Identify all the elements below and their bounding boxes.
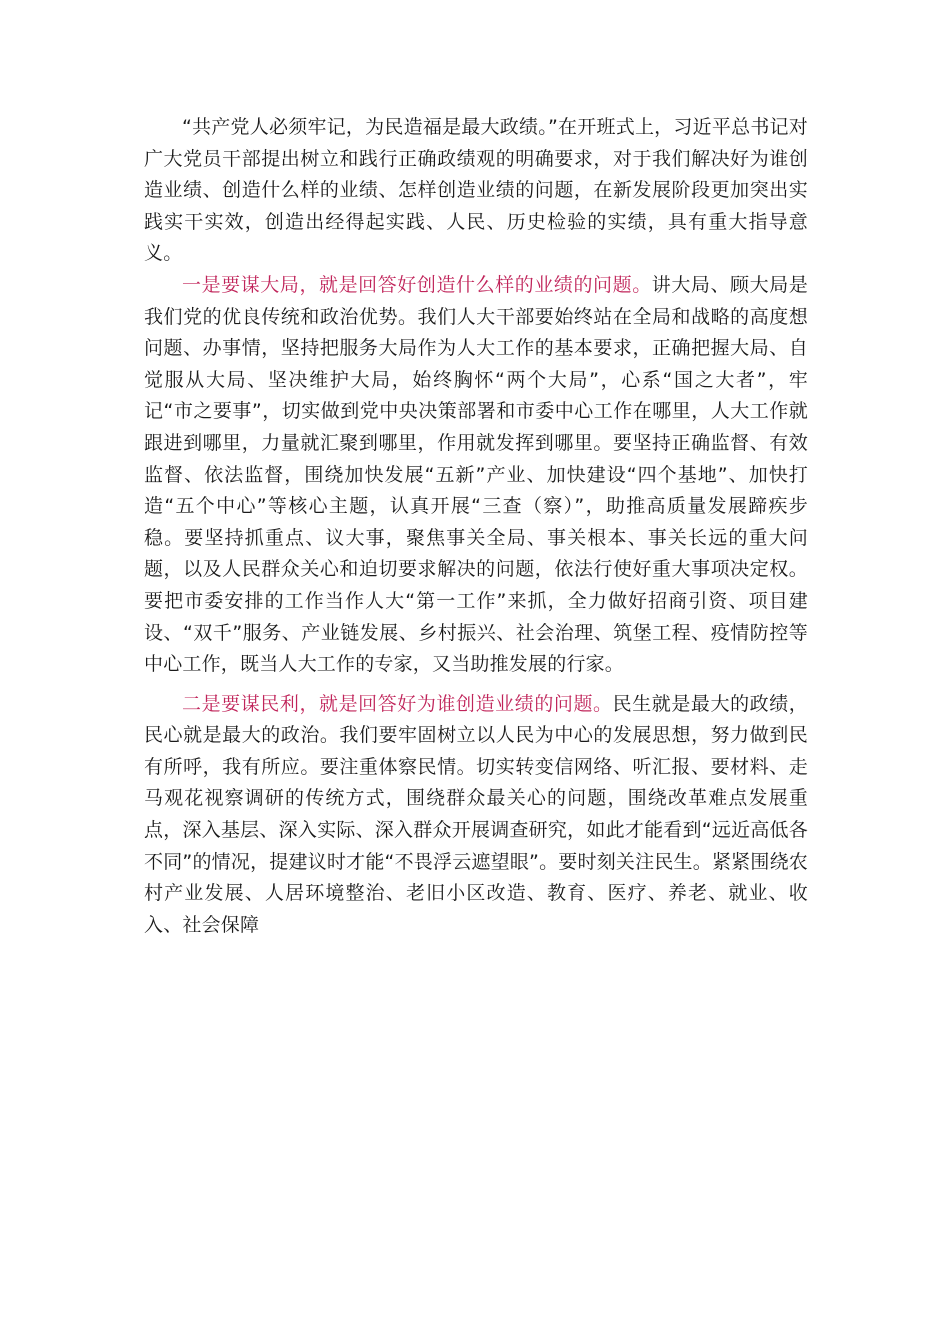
paragraph-point-one <box>144 270 808 681</box>
paragraph-intro <box>144 112 808 270</box>
paragraph-text: 讲大局、顾大局是我们党的优良传统和政治优势。我们人大干部要始终站在全局和战略的高度想问题、办事情，坚持把服务大局作为人大工作的基本要求，正确把握大局、自觉服从大局、坚决维护大局，始终胸怀“两个大局”，心系“国之大者”，牢记“市之要事”，切实做到党中央决策部署和市委中心工作在哪里，人大工作就跟进到哪里，力量就汇聚到哪里，作用就发挥到哪里。要坚持正确监督、有效监督、依法监督，围绕加快发展“五新”产业、加快建设“四个基地”、加快打造“五个中心”等核心主题，认真开展“三查（察）”，助推高质量发展蹄疾步稳。要坚持抓重点、议大事，聚焦事关全局、事关根本、事关长远的重大问题，以及人民群众关心和迫切要求解决的问题，依法行使好重大事项决定权。要把市委安排的工作当作人大“第一工作”来抓，全力做好招商引资、项目建设、“双千”服务、产业链发展、乡村振兴、社会治理、筑堡工程、疫情防控等中心工作，既当人大工作的专家，又当助推发展的行家。 <box>144 273 808 676</box>
paragraph-point-two <box>144 689 808 942</box>
paragraph-heading: 二是要谋民利，就是回答好为谁创造业绩的问题。 <box>182 692 613 715</box>
document-body <box>144 112 808 941</box>
paragraph-text: 民生就是最大的政绩，民心就是最大的政治。我们要牢固树立以人民为中心的发展思想，努力做到民有所呼，我有所应。要注重体察民情。切实转变信网络、听汇报、要材料、走马观花视察调研的传统方式，围绕群众最关心的问题，围绕改革难点发展重点，深入基层、深入实际、深入群众开展调查研究，如此才能看到“远近高低各不同”的情况，提建议时才能“不畏浮云遮望眼”。要时刻关注民生。紧紧围绕农村产业发展、人居环境整治、老旧小区改造、教育、医疗、养老、就业、收入、社会保障 <box>144 692 808 936</box>
paragraph-heading: 一是要谋大局，就是回答好创造什么样的业绩的问题。 <box>182 273 652 296</box>
paragraph-text: “共产党人必须牢记，为民造福是最大政绩。”在开班式上，习近平总书记对广大党员干部提出树立和践行正确政绩观的明确要求，对于我们解决好为谁创造业绩、创造什么样的业绩、怎样创造业绩的问题，在新发展阶段更加突出实践实干实效，创造出经得起实践、人民、历史检验的实绩，具有重大指导意义。 <box>144 116 808 265</box>
